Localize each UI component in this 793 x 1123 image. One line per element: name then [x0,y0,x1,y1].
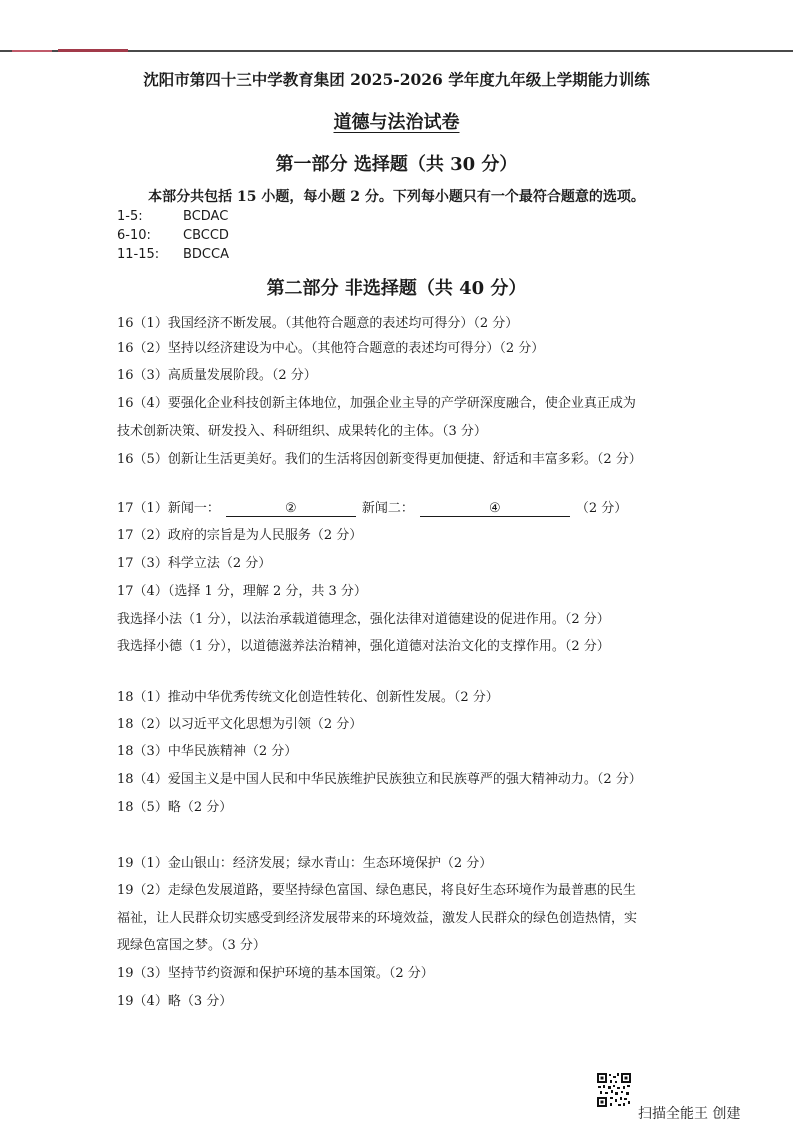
q17-1-prefix: 17（1）新闻一： [117,501,220,516]
q17-1-middle: 新闻二： [361,501,414,516]
answer-range: 11-15: [117,247,160,262]
answer-line: 19（4）略（3 分） [117,994,233,1009]
answer-line: 19（1）金山银山：经济发展；绿水青山：生态环境保护（2 分） [117,856,493,871]
q17-1-suffix: （2 分） [575,501,628,516]
answer-line: 17（3）科学立法（2 分） [117,556,272,571]
answer-line: 16（4）要强化企业科技创新主体地位，加强企业主导的产学研深度融合，使企业真正成为 [117,396,636,411]
answer-line: 18（3）中华民族精神（2 分） [117,744,298,759]
answer-key: CBCCD [183,228,229,243]
answer-line: 16（5）创新让生活更美好。我们的生活将因创新变得更加便捷、舒适和丰富多彩。（2 分） [117,452,642,467]
answer-line: 18（4）爱国主义是中国人民和中华民族维护民族独立和民族尊严的强大精神动力。（2 分） [117,772,642,787]
answer-line: 福祉，让人民群众切实感受到经济发展带来的环境效益，激发人民群众的绿色创造热情，实 [117,911,638,926]
answer-line: 现绿色富国之梦。（3 分） [117,938,266,953]
answer-line: 17（4）（选择 1 分，理解 2 分，共 3 分） [117,584,367,599]
paper-title-text: 道德与法治试卷 [333,112,460,133]
top-rule-accent [58,49,128,52]
part1-instruction: 本部分共包括 15 小题，每小题 2 分。下列每小题只有一个最符合题意的选项。 [148,189,645,205]
answer-line: 18（1）推动中华优秀传统文化创造性转化、创新性发展。（2 分） [117,690,499,705]
answer-line: 18（2）以习近平文化思想为引领（2 分） [117,717,363,732]
answer-line: 16（1）我国经济不断发展。（其他符合题意的表述均可得分）（2 分） [117,316,519,331]
paper-title [0,108,793,134]
school-title: 沈阳市第四十三中学教育集团 2025-2026 学年度九年级上学期能力训练 [143,70,650,89]
answer-line: 16（3）高质量发展阶段。（2 分） [117,368,317,383]
answer-line: 19（2）走绿色发展道路，要坚持绿色富国、绿色惠民，将良好生态环境作为最普惠的民生 [117,883,636,898]
answer-line-17-1 [117,497,627,517]
answer-range: 1-5: [117,209,143,224]
scanner-watermark: 扫描全能王 创建 [638,1106,741,1122]
answer-line: 16（2）坚持以经济建设为中心。（其他符合题意的表述均可得分）（2 分） [117,341,545,356]
answer-key: BCDAC [183,209,229,224]
answer-line: 18（5）略（2 分） [117,800,233,815]
qr-code-icon [596,1072,632,1108]
fill-blank: ② [226,501,356,517]
fill-blank: ④ [420,501,570,517]
answer-line: 技术创新决策、研发投入、科研组织、成果转化的主体。（3 分） [117,424,487,439]
answer-line: 17（2）政府的宗旨是为人民服务（2 分） [117,528,363,543]
answer-range: 6-10: [117,228,151,243]
answer-line: 19（3）坚持节约资源和保护环境的基本国策。（2 分） [117,966,434,981]
part2-title: 第二部分 非选择题（共 40 分） [266,278,527,299]
answer-line: 我选择小法（1 分），以法治承载道德理念，强化法律对道德建设的促进作用。（2 分） [117,612,610,627]
answer-key: BDCCA [183,247,229,262]
part1-title: 第一部分 选择题（共 30 分） [275,154,518,175]
answer-line: 我选择小德（1 分），以道德滋养法治精神，强化道德对法治文化的支撑作用。（2 分） [117,639,610,654]
top-rule-accent [12,50,52,52]
